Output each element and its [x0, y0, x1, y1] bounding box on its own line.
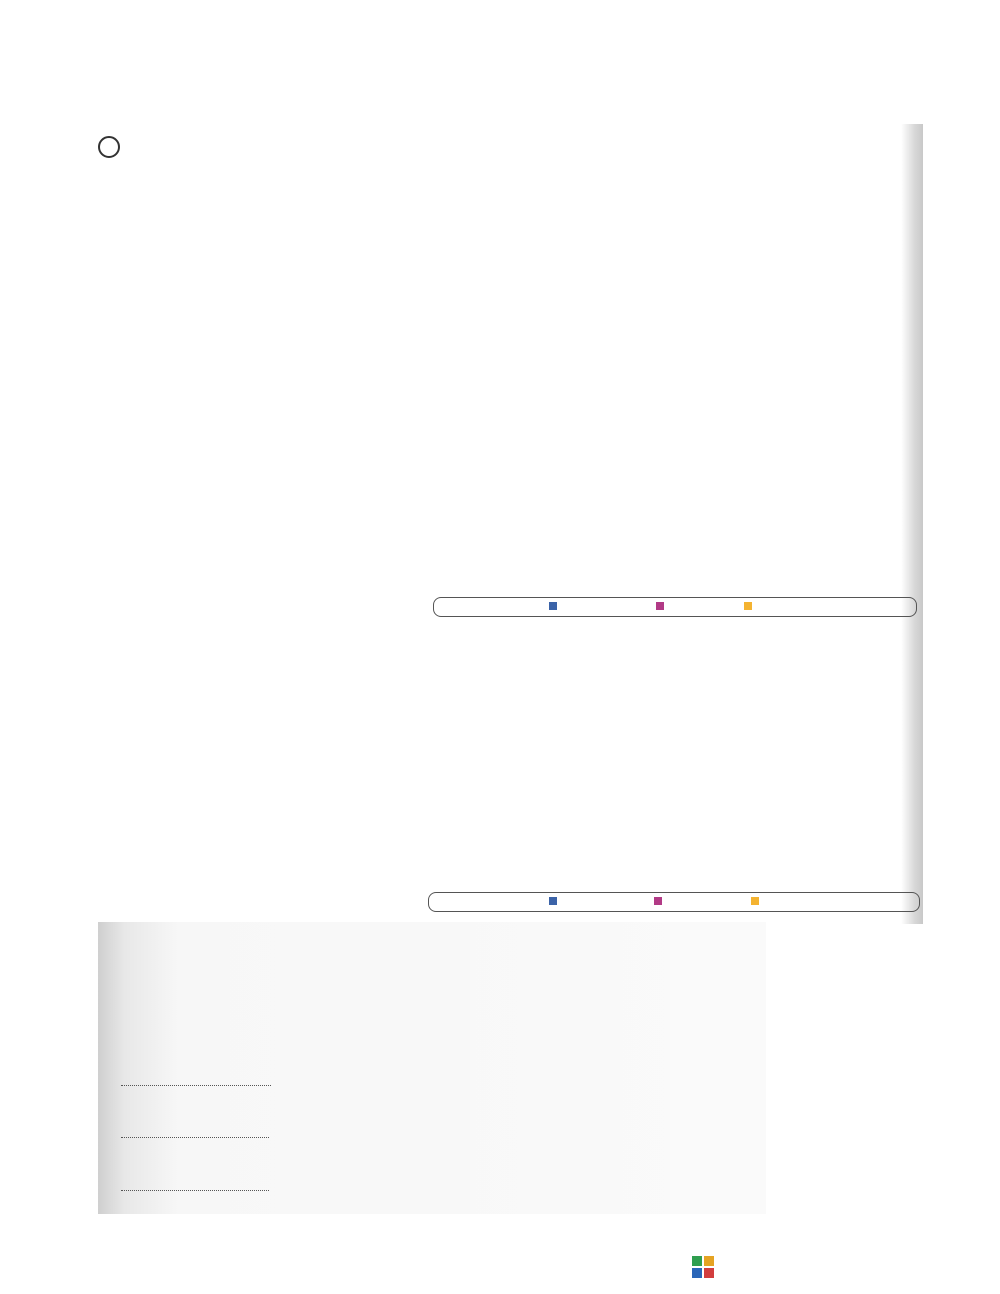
answer-blank-30[interactable]: [121, 1189, 269, 1191]
legend-giving-talks: [654, 896, 667, 906]
answer-blank-28[interactable]: [121, 1084, 271, 1086]
pie-charts: [408, 412, 928, 582]
section-heading: [98, 136, 124, 158]
bar-charts: [408, 702, 923, 892]
liveworksheets-logo-icon: [692, 1256, 714, 1278]
bar-legend: [428, 892, 920, 912]
brand-logo[interactable]: [692, 1252, 717, 1283]
legend-speed-reading: [549, 896, 562, 906]
legend-swatch-yellow: [744, 602, 752, 610]
questions-28-30-scan: [98, 922, 766, 1214]
legend-not-useful: [744, 601, 757, 611]
sentence-28: [107, 1073, 271, 1093]
section-3-scan: [88, 124, 923, 924]
pie-legend: [433, 597, 917, 617]
legend-swatch-magenta: [656, 602, 664, 610]
legend-useful: [656, 601, 669, 611]
answer-blank-29[interactable]: [121, 1136, 269, 1138]
sentence-30: [107, 1178, 269, 1198]
sentence-29: [107, 1125, 269, 1145]
legend-note-taking: [751, 896, 764, 906]
legend-very-useful: [549, 601, 562, 611]
legend-swatch-blue: [549, 602, 557, 610]
headphones-icon: [98, 136, 120, 158]
